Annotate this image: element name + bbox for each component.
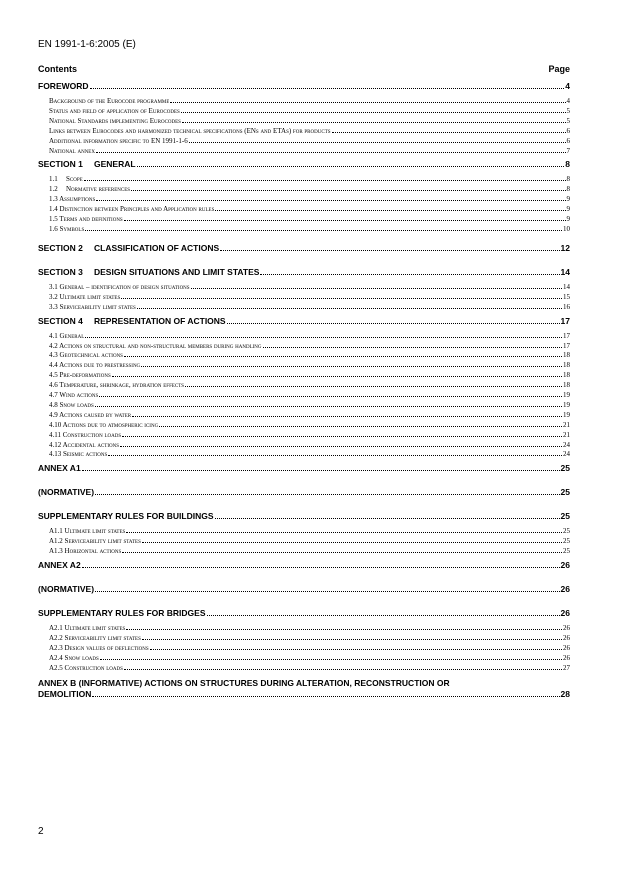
dot-leader	[82, 567, 560, 568]
toc-entry-title	[49, 654, 99, 664]
toc-heading[interactable]	[38, 608, 570, 624]
toc-entry-page: 21	[563, 420, 570, 429]
toc-entry-page: 28	[560, 688, 570, 699]
toc-entry[interactable]	[38, 215, 570, 225]
toc-entry-title	[49, 283, 190, 293]
dot-leader	[142, 542, 562, 543]
toc-entry-title	[49, 634, 141, 644]
toc-entry-page: 19	[563, 391, 570, 400]
toc-entry-text: Links between Eurocodes and harmonized technical specifications (ENs and ETAs) for products	[49, 126, 331, 135]
toc-entry-title	[38, 511, 214, 522]
dot-leader	[99, 396, 562, 397]
toc-entry-title	[49, 175, 83, 185]
toc-entry-page: 9	[566, 215, 570, 224]
toc-heading[interactable]	[38, 463, 570, 479]
toc-entry-page: 5	[566, 106, 570, 115]
toc-entry-title	[49, 185, 130, 195]
contents-title: Contents	[38, 64, 77, 74]
toc-entry-text: A2.1 Ultimate limit states	[49, 624, 126, 633]
toc-entry-text: A2.2 Serviceability limit states	[49, 634, 141, 642]
toc-entry-page: 25	[563, 537, 570, 546]
toc-entry-text: 1.5 Terms and definitions	[49, 215, 123, 224]
dot-leader	[215, 210, 565, 211]
toc-entry-page: 7	[566, 146, 570, 155]
toc-entry-title	[49, 381, 184, 391]
dot-leader	[137, 166, 565, 167]
toc-entry-text: A2.3 Design values of deflections	[49, 643, 149, 652]
toc-entry-title	[49, 411, 131, 421]
dot-leader	[263, 347, 562, 348]
toc-entry-page: 6	[566, 136, 570, 145]
toc-entry-page: 26	[563, 624, 570, 633]
dot-leader	[189, 142, 566, 143]
toc-entry[interactable]	[38, 195, 570, 205]
toc-entry-text: ANNEX A1	[38, 463, 81, 474]
dot-leader	[126, 532, 562, 533]
toc-entry-text: 3.3 Serviceability limit states	[49, 302, 136, 311]
dot-leader	[181, 112, 566, 113]
toc-entry-text: 4.1 General	[49, 331, 85, 340]
dot-leader	[227, 323, 560, 324]
toc-entry-page: 19	[563, 400, 570, 409]
toc-entry-title	[49, 97, 169, 107]
toc-entry-title	[38, 316, 226, 327]
toc-entry-title	[49, 624, 125, 634]
toc-entry[interactable]	[38, 283, 570, 293]
dot-leader	[132, 416, 562, 417]
toc-entry[interactable]	[38, 421, 570, 431]
dot-leader	[124, 220, 566, 221]
toc-entry-page: 26	[563, 653, 570, 662]
toc-entry-title	[38, 560, 81, 571]
toc-heading[interactable]	[38, 511, 570, 527]
toc-entry[interactable]	[38, 527, 570, 537]
toc-entry-text: 4.10 Actions due to atmospheric icing	[49, 420, 159, 429]
dot-leader	[112, 376, 562, 377]
toc-entry-text: SUPPLEMENTARY RULES FOR BUILDINGS	[38, 511, 214, 522]
toc-entry-page: 4	[565, 81, 570, 91]
annex-b-line1: ANNEX B (INFORMATIVE) ACTIONS ON STRUCTURES DURING ALTERATION, RECONSTRUCTION OR	[38, 677, 450, 688]
toc-entry-title	[49, 107, 180, 117]
toc-entry-title	[49, 421, 158, 431]
dot-leader	[207, 615, 560, 616]
dot-leader	[126, 629, 562, 630]
toc-entry-page: 26	[563, 643, 570, 652]
toc-entry[interactable]	[38, 332, 570, 342]
toc-entry-text: 4.12 Accidental actions	[49, 440, 120, 449]
toc-entry-page: 17	[563, 331, 570, 340]
toc-entry-text: 3.1 General – identification of design situations	[49, 282, 190, 291]
dot-leader	[122, 552, 562, 553]
toc-entry[interactable]	[38, 361, 570, 371]
dot-leader	[260, 274, 559, 275]
toc-entry-text: 4.6 Temperature, shrinkage, hydration effects	[49, 381, 185, 390]
toc-entry-text: National Standards implementing Eurocodes	[49, 116, 181, 125]
toc-entry-text: (NORMATIVE)	[38, 584, 95, 595]
toc-entry[interactable]	[38, 205, 570, 215]
toc-heading[interactable]	[38, 584, 570, 600]
toc-entry-page: 17	[563, 341, 570, 350]
toc-entry-page: 6	[566, 126, 570, 135]
toc-entry-text: FOREWORD	[38, 81, 89, 91]
dot-leader	[96, 200, 565, 201]
dot-leader	[124, 669, 562, 670]
toc-entry[interactable]	[38, 401, 570, 411]
toc-entry-text: ANNEX A2	[38, 560, 81, 571]
toc-entry-title	[49, 371, 111, 381]
toc-entry-title	[49, 547, 121, 557]
toc-entry-page: 14	[563, 282, 570, 291]
toc-heading[interactable]	[38, 267, 570, 283]
toc-entry-page: 25	[563, 547, 570, 556]
table-of-contents	[38, 78, 570, 705]
toc-entry-title	[49, 450, 107, 460]
toc-entry-text: 3.2 Ultimate limit states	[49, 292, 121, 301]
toc-entry-title	[49, 644, 149, 654]
toc-entry-page: 25	[560, 511, 570, 522]
dot-leader	[100, 659, 562, 660]
dot-leader	[137, 308, 562, 309]
toc-entry[interactable]	[38, 147, 570, 157]
toc-entry-title	[49, 401, 94, 411]
toc-entry-title	[49, 293, 120, 303]
toc-entry-text: Additional information specific to EN 1991-1-6	[49, 136, 188, 145]
toc-entry-text: Background of the Eurocode programme	[49, 97, 170, 105]
toc-entry-title	[38, 267, 259, 278]
toc-entry-title	[49, 441, 119, 451]
annex-b-line2: DEMOLITION	[38, 688, 92, 699]
toc-entry[interactable]	[38, 371, 570, 381]
toc-entry-text: 1.4 Distinction between Principles and Application rules	[49, 205, 215, 214]
toc-entry-page: 26	[560, 560, 570, 571]
dot-leader	[182, 122, 566, 123]
dot-leader	[142, 639, 562, 640]
toc-entry-title	[49, 361, 140, 371]
toc-entry-text: A2.4 Snow loads	[49, 653, 99, 662]
toc-entry-text: SUPPLEMENTARY RULES FOR BRIDGES	[38, 608, 206, 619]
toc-entry-title	[49, 391, 98, 401]
toc-entry[interactable]	[38, 351, 570, 361]
annex-b-line2-row	[38, 689, 570, 700]
dot-leader	[141, 366, 562, 367]
toc-entry-page: 25	[560, 487, 570, 498]
toc-entry-text: REPRESENTATION OF ACTIONS	[94, 315, 226, 326]
toc-entry[interactable]	[38, 127, 570, 137]
dot-leader	[124, 356, 562, 357]
toc-entry[interactable]	[38, 225, 570, 235]
toc-entry-number: SECTION 1	[38, 159, 83, 170]
toc-entry-text: 4.7 Wind actions	[49, 391, 99, 400]
toc-entry-title	[38, 463, 81, 474]
toc-entry-page: 18	[563, 371, 570, 380]
toc-entry[interactable]	[38, 431, 570, 441]
toc-entry-title	[49, 537, 141, 547]
toc-entry-page: 18	[563, 351, 570, 360]
toc-entry-page: 5	[566, 116, 570, 125]
toc-entry-page: 9	[566, 195, 570, 204]
toc-entry-text: Scope	[66, 175, 83, 184]
page-column-label: Page	[548, 64, 570, 74]
toc-entry[interactable]	[38, 634, 570, 644]
dot-leader	[150, 649, 562, 650]
toc-entry-page: 26	[560, 608, 570, 619]
toc-entry[interactable]	[38, 293, 570, 303]
dot-leader	[85, 337, 562, 338]
toc-entry-page: 18	[563, 361, 570, 370]
toc-entry-text: National annex	[49, 146, 95, 155]
document-header: EN 1991-1-6:2005 (E)	[38, 39, 136, 50]
toc-entry-title	[49, 137, 188, 147]
toc-entry[interactable]	[38, 185, 570, 195]
toc-entry[interactable]	[38, 664, 570, 674]
toc-entry-text: 4.9 Actions caused by water	[49, 410, 132, 419]
toc-entry-title	[49, 342, 262, 352]
toc-entry-title	[49, 225, 84, 235]
toc-entry-page: 25	[560, 463, 570, 474]
dot-leader	[90, 88, 565, 89]
toc-entry[interactable]	[38, 411, 570, 421]
toc-entry-text: Normative references	[66, 185, 131, 194]
toc-entry[interactable]	[38, 537, 570, 547]
toc-entry-text: 4.13 Seismic actions	[49, 450, 108, 459]
dot-leader	[96, 152, 566, 153]
dot-leader	[92, 696, 559, 697]
toc-entry-page: 21	[563, 430, 570, 439]
toc-entry[interactable]	[38, 97, 570, 107]
toc-entry-page: 14	[560, 266, 570, 277]
toc-entry[interactable]	[38, 117, 570, 127]
toc-heading[interactable]	[38, 560, 570, 576]
toc-entry-title	[49, 664, 123, 674]
toc-entry[interactable]	[38, 450, 570, 460]
toc-entry[interactable]	[38, 381, 570, 391]
toc-entry-title	[38, 487, 94, 498]
dot-leader	[108, 455, 562, 456]
toc-heading[interactable]	[38, 487, 570, 503]
toc-entry[interactable]	[38, 342, 570, 352]
toc-entry-page: 17	[560, 315, 570, 326]
toc-entry[interactable]	[38, 624, 570, 634]
toc-entry-page: 16	[563, 302, 570, 311]
dot-leader	[85, 230, 562, 231]
toc-entry-page: 24	[563, 440, 570, 449]
toc-entry-page: 25	[563, 527, 570, 536]
toc-entry-number: 1.1	[49, 175, 58, 184]
toc-entry-page: 4	[566, 97, 570, 105]
toc-entry-number: SECTION 2	[38, 242, 83, 253]
toc-entry-text: A2.5 Construction loads	[49, 663, 123, 672]
toc-entry-title	[49, 431, 121, 441]
dot-leader	[95, 406, 562, 407]
toc-entry-page: 19	[563, 410, 570, 419]
toc-entry-page: 10	[563, 224, 570, 233]
dot-leader	[121, 298, 562, 299]
toc-entry-title	[38, 159, 136, 170]
toc-entry[interactable]	[38, 547, 570, 557]
toc-entry-text: 1.3 Assumptions	[49, 195, 96, 204]
toc-entry-title	[38, 608, 206, 619]
toc-entry[interactable]	[38, 441, 570, 451]
toc-entry-title	[49, 117, 181, 127]
toc-entry-page: 12	[560, 242, 570, 253]
page-number: 2	[38, 826, 44, 837]
toc-entry-page: 26	[563, 634, 570, 642]
toc-entry-title	[49, 127, 331, 137]
toc-entry-page: 24	[563, 450, 570, 459]
toc-entry-page: 26	[560, 584, 570, 595]
toc-entry-title	[49, 195, 95, 205]
dot-leader	[220, 250, 559, 251]
dot-leader	[120, 446, 562, 447]
toc-entry-text: (NORMATIVE)	[38, 487, 95, 498]
dot-leader	[84, 180, 566, 181]
dot-leader	[95, 591, 560, 592]
toc-entry-title	[49, 147, 95, 157]
toc-entry-number: 1.2	[49, 185, 58, 194]
toc-entry-text: 4.4 Actions due to prestressing	[49, 361, 141, 370]
dot-leader	[122, 436, 562, 437]
toc-entry-text: 4.3 Geotechnical actions	[49, 351, 123, 360]
toc-entry-text: A1.1 Ultimate limit states	[49, 527, 126, 536]
toc-entry-page: 9	[566, 205, 570, 214]
toc-heading[interactable]	[38, 243, 570, 259]
toc-entry-title	[49, 527, 125, 537]
toc-entry-title	[38, 81, 89, 92]
toc-entry-text: Status and field of application of Eurocodes	[49, 106, 180, 115]
toc-heading[interactable]	[38, 316, 570, 332]
dot-leader	[95, 494, 560, 495]
toc-entry-title	[49, 303, 136, 313]
dot-leader	[131, 190, 565, 191]
toc-entry-title	[38, 243, 219, 254]
toc-entry[interactable]	[38, 644, 570, 654]
toc-entry-page: 8	[565, 159, 570, 170]
toc-entry[interactable]	[38, 175, 570, 185]
toc-entry-text: A1.2 Serviceability limit states	[49, 537, 141, 546]
toc-entry-page: 18	[563, 381, 570, 390]
toc-entry-text: 4.2 Actions on structural and non-structural members during handling	[49, 341, 262, 350]
toc-entry[interactable]	[38, 391, 570, 401]
dot-leader	[332, 132, 566, 133]
toc-entry-page: 27	[563, 663, 570, 672]
toc-entry-number: SECTION 4	[38, 315, 83, 326]
toc-entry[interactable]	[38, 107, 570, 117]
toc-entry-page: 15	[563, 292, 570, 301]
toc-entry[interactable]	[38, 137, 570, 147]
dot-leader	[82, 470, 560, 471]
toc-entry-text: A1.3 Horizontal actions	[49, 547, 122, 556]
toc-entry-text: CLASSIFICATION OF ACTIONS	[94, 242, 220, 253]
toc-entry-text: 4.11 Construction loads	[49, 430, 122, 439]
dot-leader	[185, 386, 562, 387]
dot-leader	[170, 102, 565, 103]
toc-entry-text: 1.6 Symbols	[49, 224, 85, 233]
toc-entry-text: 4.5 Pre-deformations	[49, 371, 111, 380]
toc-entry-title	[49, 351, 123, 361]
toc-entry-text: DESIGN SITUATIONS AND LIMIT STATES	[94, 266, 260, 277]
toc-heading-annex-b[interactable]	[38, 678, 570, 705]
toc-entry[interactable]	[38, 303, 570, 313]
toc-entry-text: GENERAL	[94, 159, 136, 170]
toc-entry-number: SECTION 3	[38, 266, 83, 277]
toc-entry-title	[49, 332, 84, 342]
toc-entry[interactable]	[38, 654, 570, 664]
toc-entry-title	[38, 584, 94, 595]
dot-leader	[215, 518, 560, 519]
toc-entry-text: 4.8 Snow loads	[49, 400, 94, 409]
toc-entry-title	[49, 205, 214, 215]
contents-heading-row	[38, 64, 570, 74]
dot-leader	[191, 288, 562, 289]
toc-heading[interactable]	[38, 81, 570, 97]
toc-entry-page: 8	[566, 185, 570, 194]
toc-entry-page: 8	[566, 175, 570, 184]
toc-heading[interactable]	[38, 159, 570, 175]
dot-leader	[159, 426, 562, 427]
toc-entry-title	[49, 215, 123, 225]
